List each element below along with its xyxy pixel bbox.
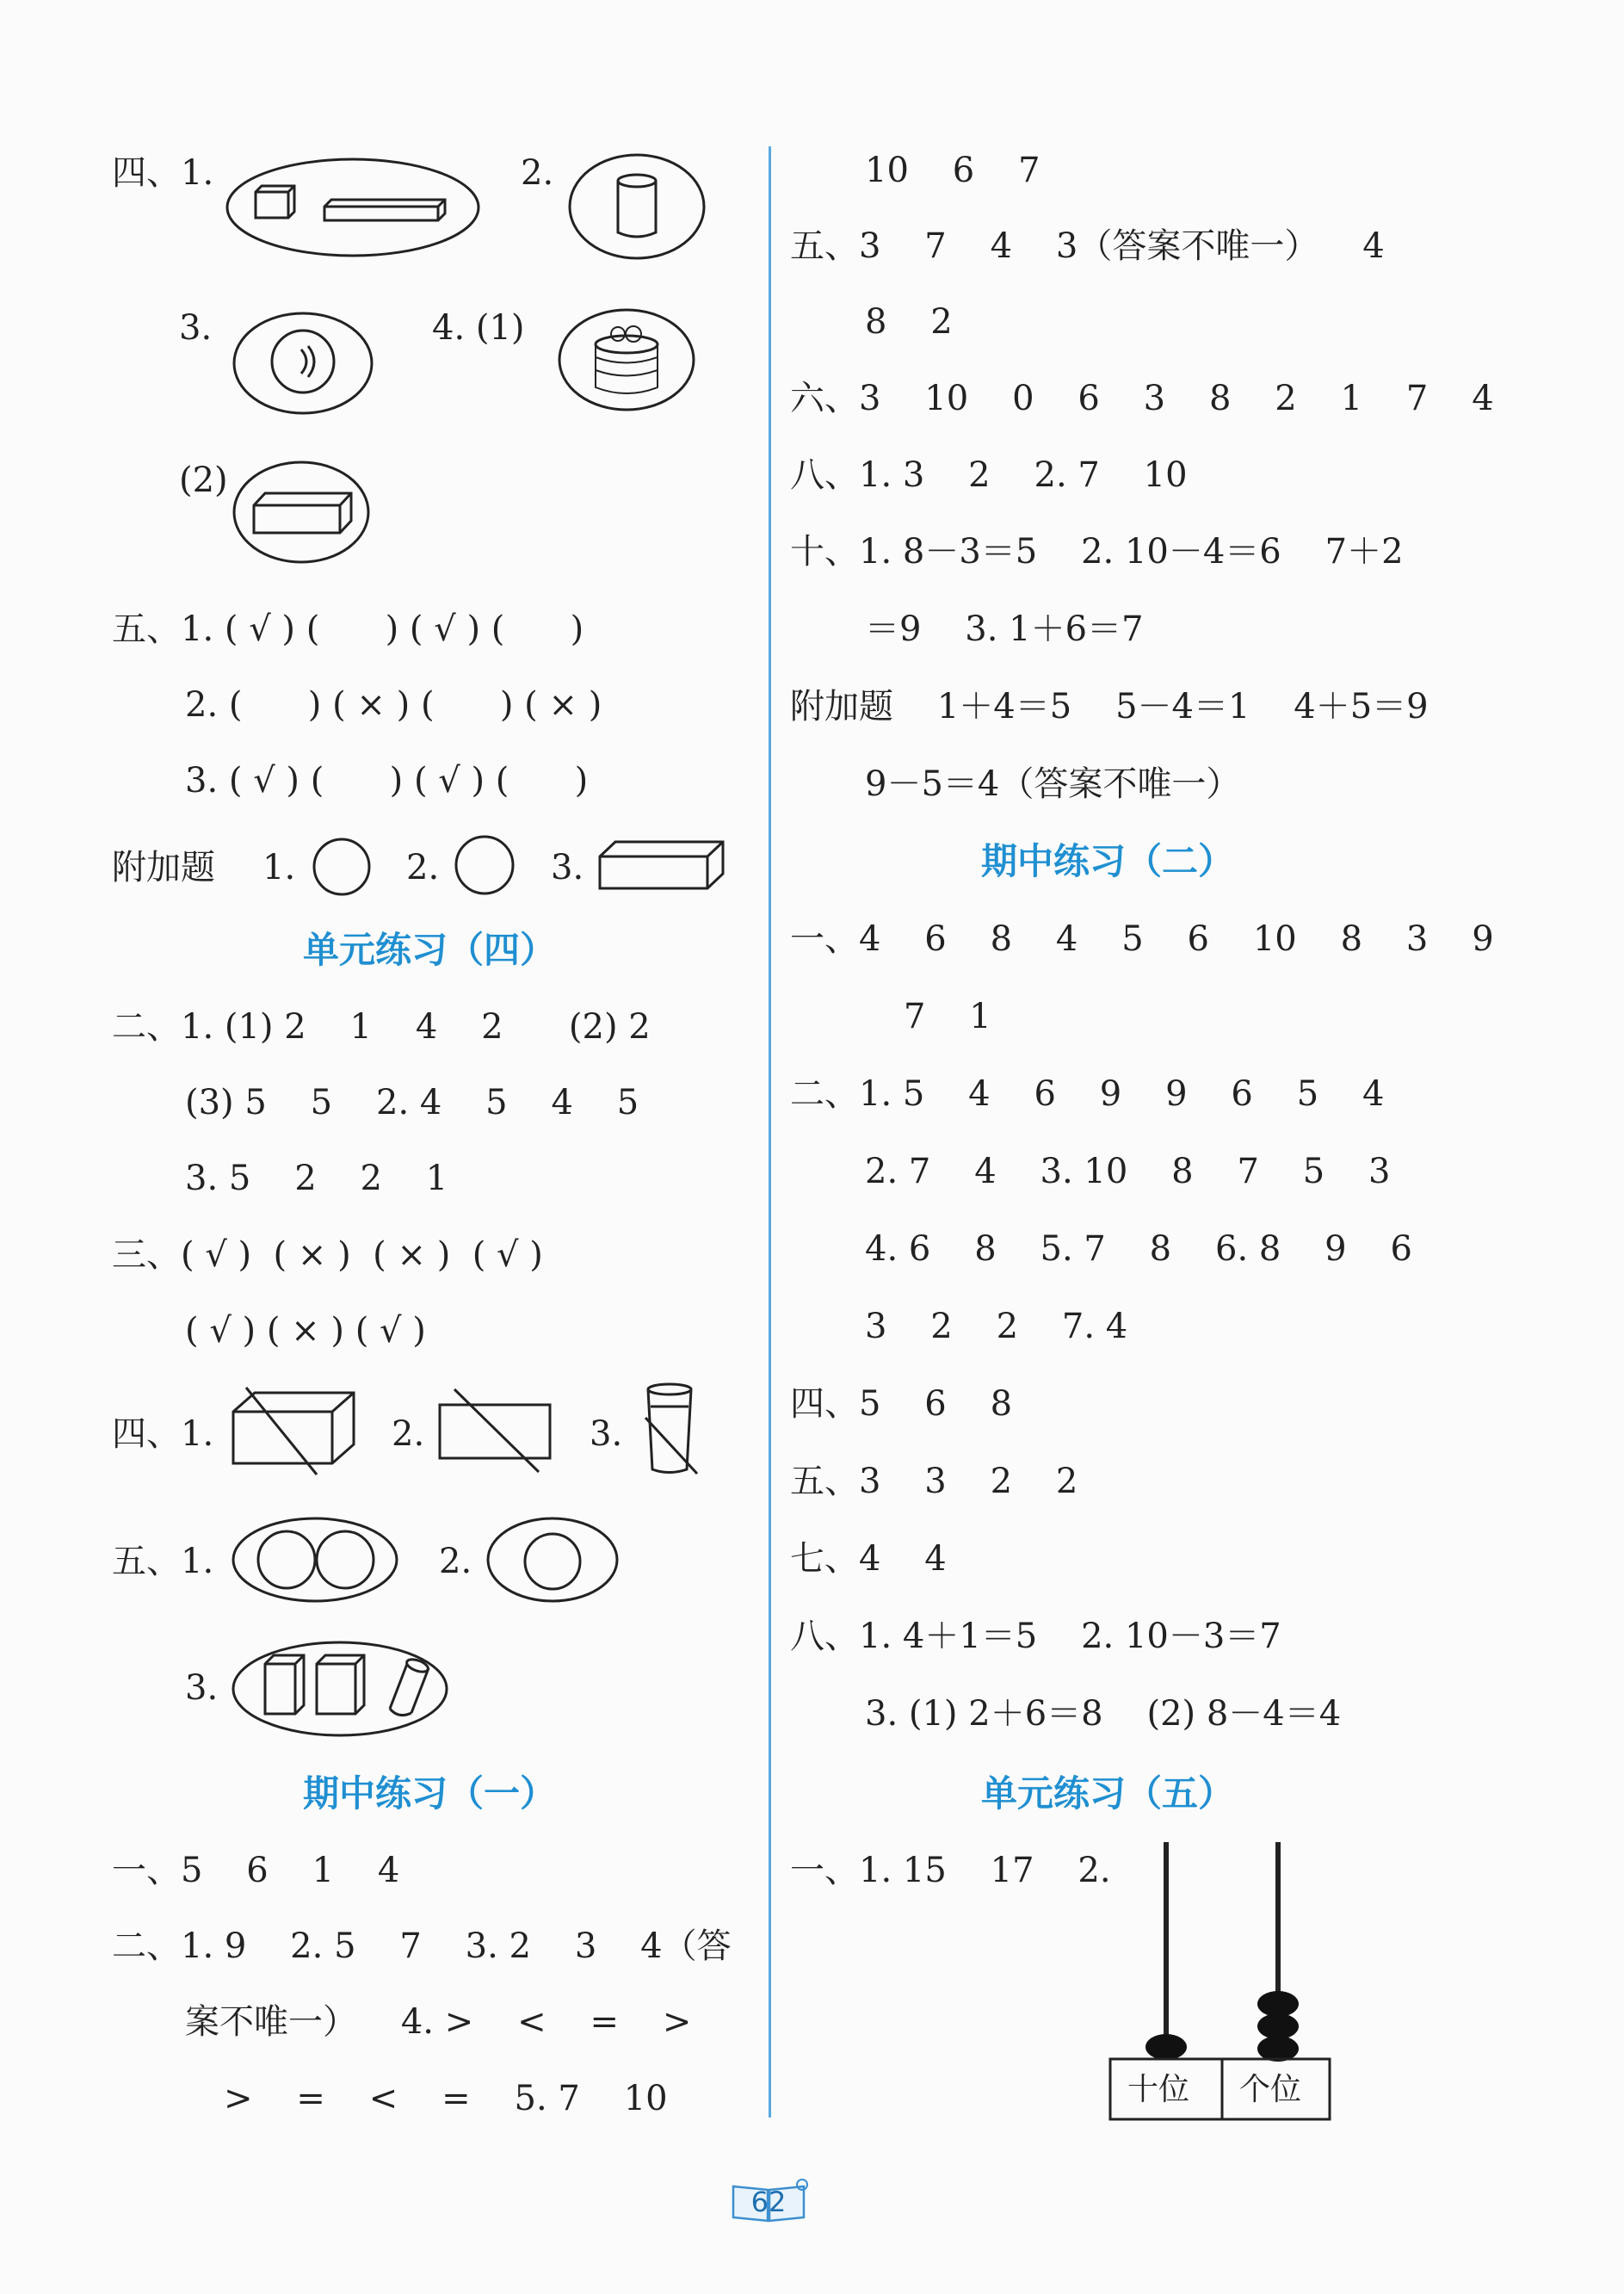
section-5-row-1: 五、1. ( √ ) ( ) ( √ ) ( ): [112, 609, 584, 649]
crossed-glass-figure: [637, 1379, 701, 1482]
column-divider: [769, 146, 771, 2118]
right-section-10-row-1: 十、1. 8－3＝5 2. 10－4＝6 7＋2: [790, 532, 1404, 572]
right-bonus-row-2: 9－5＝4（答案不唯一）: [865, 764, 1241, 804]
section-5-row-3: 3. ( √ ) ( ) ( √ ) ( ): [185, 761, 589, 801]
cubes-and-cylinder-ellipse-figure: [231, 1640, 450, 1739]
unit4-q4-item-2: 2.: [392, 1414, 425, 1454]
section-4-item-2: 2.: [521, 153, 554, 193]
midterm1-q2-row-1: 二、1. 9 2. 5 7 3. 2 3 4（答: [112, 1926, 732, 1966]
abacus-bead: [1257, 1991, 1299, 2017]
round-object-ellipse-figure: [232, 312, 374, 415]
abacus-bead: [1257, 2013, 1299, 2039]
unit4-q2-row-1: 二、1. (1) 2 1 4 2 (2) 2: [112, 1007, 651, 1047]
section-4-label: 四、1.: [112, 153, 214, 193]
crossed-rectangle-figure: [437, 1388, 562, 1474]
midterm2-q2-row-1: 二、1. 5 4 6 9 9 6 5 4: [790, 1074, 1385, 1114]
midterm1-q1: 一、5 6 1 4: [112, 1851, 400, 1890]
section-5-row-2: 2. ( ) ( × ) ( ) ( × ): [185, 685, 602, 725]
midterm1-q2-row-2: 案不唯一） 4. > < = >: [185, 2002, 692, 2042]
heading-midterm-1: 期中练习（一）: [303, 1772, 557, 1815]
crossed-cuboid-figure: [231, 1386, 364, 1476]
midterm2-q5: 五、3 3 2 2: [790, 1462, 1078, 1501]
right-section-5-row-2: 8 2: [865, 302, 953, 342]
unit4-q2-row-2: (3) 5 5 2. 4 5 4 5: [185, 1083, 639, 1122]
midterm1-q2-row-3: > = < = 5. 7 10: [224, 2079, 668, 2118]
right-bonus-row-1: 附加题 1＋4＝5 5－4＝1 4＋5＝9: [790, 687, 1429, 727]
one-sphere-ellipse-figure: [486, 1515, 620, 1605]
right-section-10-row-2: ＝9 3. 1＋6＝7: [865, 609, 1144, 649]
unit4-q5-item-2: 2.: [439, 1542, 472, 1581]
bonus-item-3: 3.: [551, 848, 584, 887]
abacus-label-ones: 个位: [1239, 2072, 1302, 2107]
midterm2-q7: 七、4 4: [790, 1539, 947, 1579]
bonus-item-2: 2.: [406, 848, 440, 887]
midterm2-q8-row-2: 3. (1) 2＋6＝8 (2) 8－4＝4: [865, 1694, 1342, 1734]
circle-figure-2: [454, 835, 515, 895]
midterm2-q2-row-2: 2. 7 4 3. 10 8 7 5 3: [865, 1152, 1391, 1191]
heading-midterm-2: 期中练习（二）: [981, 840, 1235, 882]
section-4-item-4: 4. (1): [432, 308, 525, 348]
right-section-6: 六、3 10 0 6 3 8 2 1 7 4: [790, 379, 1494, 418]
heading-unit-4: 单元练习（四）: [303, 929, 557, 971]
abacus-label-tens: 十位: [1127, 2072, 1190, 2107]
unit4-q5-label: 五、1.: [112, 1542, 214, 1581]
box-ellipse-figure: [232, 461, 370, 564]
midterm2-q4: 四、5 6 8: [790, 1384, 1013, 1424]
unit4-q3-row-1: 三、( √ ) ( × ) ( × ) ( √ ): [112, 1235, 543, 1275]
right-section-5-row-1: 五、3 7 4 3（答案不唯一） 4: [790, 226, 1385, 266]
right-row-0: 10 6 7: [865, 151, 1040, 190]
cake-ellipse-figure: [558, 308, 695, 411]
unit5-q1: 一、1. 15 17 2.: [790, 1851, 1111, 1890]
midterm2-q2-row-3: 4. 6 8 5. 7 8 6. 8 9 6: [865, 1229, 1412, 1269]
cylinder-ellipse-figure: [568, 153, 706, 261]
bonus-label: 附加题: [112, 848, 215, 887]
section-4-item-4-2: (2): [179, 461, 228, 500]
unit4-q2-row-3: 3. 5 2 2 1: [185, 1159, 448, 1198]
unit4-q4-item-3: 3.: [590, 1414, 623, 1454]
unit4-q3-row-2: ( √ ) ( × ) ( √ ): [185, 1311, 426, 1351]
page-number: 62: [750, 2186, 787, 2218]
unit4-q4-label: 四、1.: [112, 1414, 214, 1454]
two-spheres-ellipse-figure: [231, 1515, 403, 1605]
page-number-badge: [730, 2178, 807, 2224]
heading-unit-5: 单元练习（五）: [981, 1772, 1235, 1815]
bonus-item-1: 1.: [262, 848, 296, 887]
cube-and-cuboid-ellipse-figure: [225, 158, 484, 261]
abacus-bead: [1145, 2034, 1187, 2060]
midterm2-q8-row-1: 八、1. 4＋1＝5 2. 10－3＝7: [790, 1617, 1281, 1656]
unit4-q5-item-3: 3.: [185, 1668, 219, 1708]
cuboid-figure: [598, 839, 727, 891]
right-section-8: 八、1. 3 2 2. 7 10: [790, 455, 1188, 495]
midterm2-q2-row-4: 3 2 2 7. 4: [865, 1307, 1128, 1346]
midterm2-q1-row-1: 一、4 6 8 4 5 6 10 8 3 9: [790, 919, 1494, 959]
midterm2-q1-row-2: 7 1: [904, 997, 991, 1036]
section-4-item-3: 3.: [179, 308, 213, 348]
circle-figure-1: [312, 837, 372, 897]
